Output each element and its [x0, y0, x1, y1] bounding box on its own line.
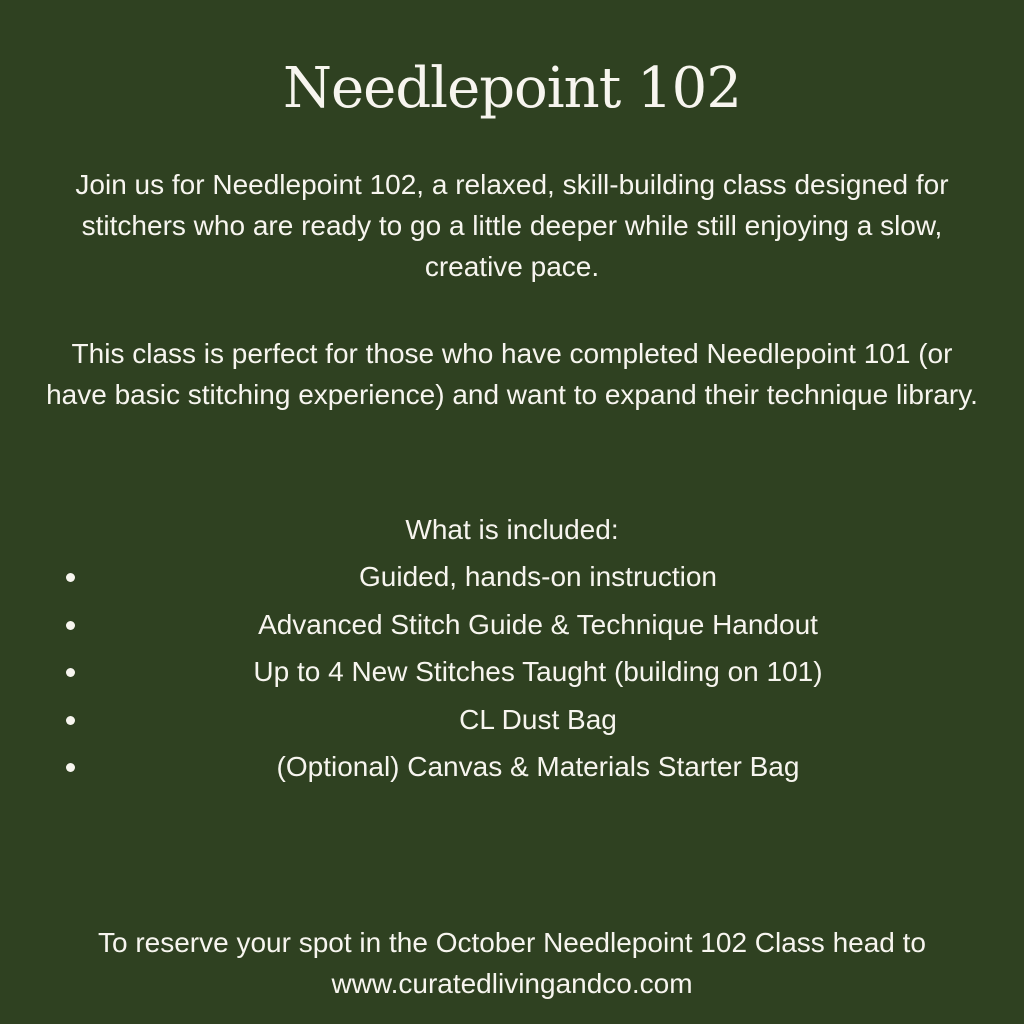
- list-item-text: Guided, hands-on instruction: [359, 561, 717, 592]
- list-item-text: (Optional) Canvas & Materials Starter Bag: [276, 751, 800, 782]
- list-item-text: Up to 4 New Stitches Taught (building on 101): [253, 656, 823, 687]
- list-item-text: CL Dust Bag: [459, 703, 617, 735]
- bullet-icon: [66, 716, 75, 725]
- list-item: [0, 746, 1024, 794]
- list-item: [0, 604, 1024, 652]
- bullet-icon: [66, 573, 75, 582]
- list-item: [0, 651, 1024, 699]
- included-list: [0, 556, 1024, 794]
- reservation-footer: To reserve your spot in the October Needlepoint 102 Class head to www.curatedlivingandco.com: [97, 927, 927, 999]
- included-heading: What is included:: [405, 514, 619, 545]
- list-item: [0, 699, 1024, 747]
- class-title: Needlepoint 102: [283, 56, 741, 121]
- intro-paragraph: Join us for Needlepoint 102, a relaxed, skill-building class designed for stitchers who are ready to go a little deeper while still enjoying a slow, creative pace.: [75, 169, 949, 282]
- audience-paragraph: This class is perfect for those who have completed Needlepoint 101 (or have basic stitching experience) and want to expand their technique library.: [46, 338, 978, 410]
- bullet-icon: [66, 668, 75, 677]
- bullet-icon: [66, 621, 75, 630]
- bullet-icon: [66, 763, 75, 772]
- list-item: [0, 556, 1024, 604]
- list-item-text: Advanced Stitch Guide & Technique Handout: [258, 608, 818, 640]
